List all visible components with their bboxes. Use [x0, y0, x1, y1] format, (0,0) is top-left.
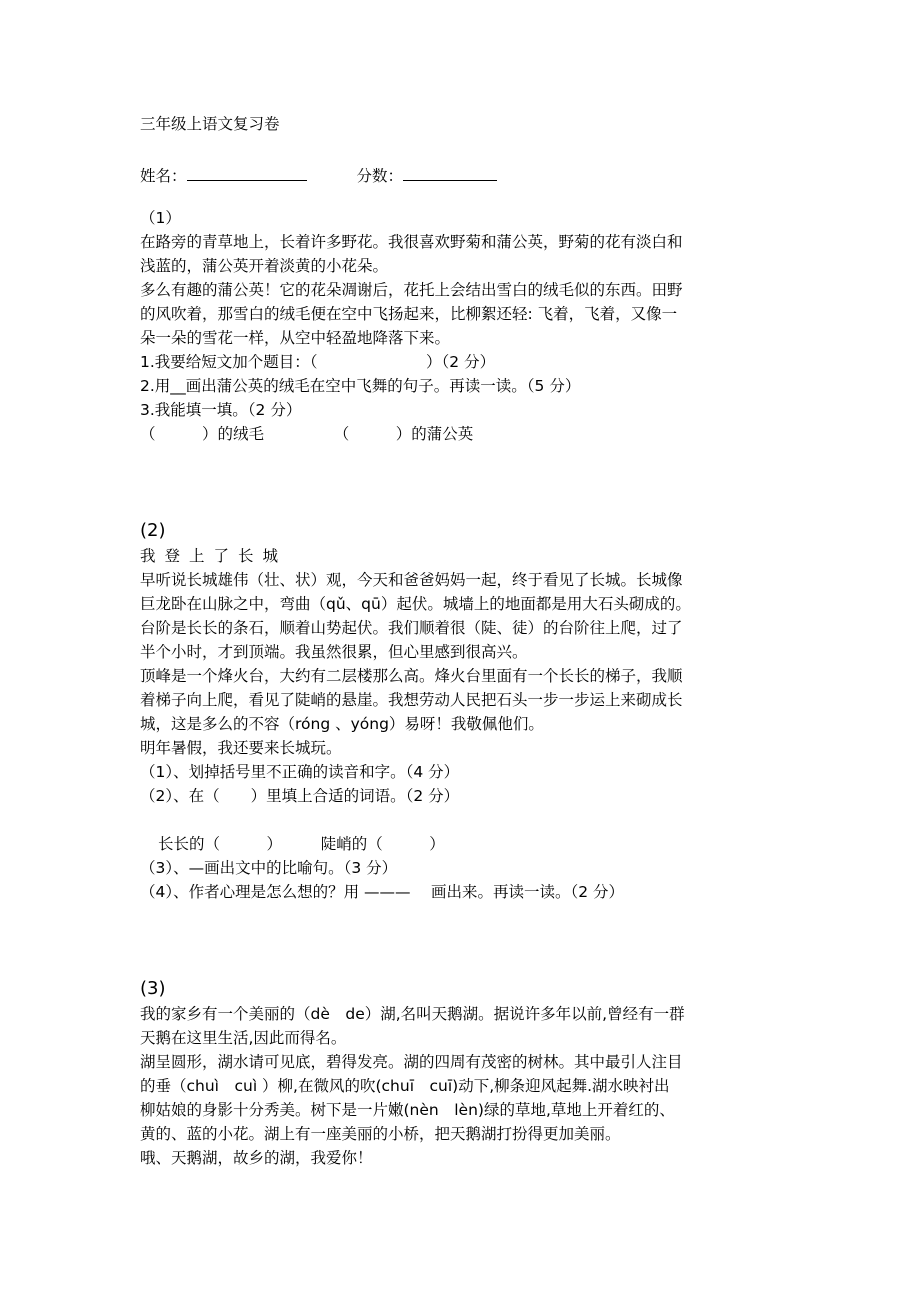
section-3 [140, 976, 790, 1170]
paragraph-line: 我的家乡有一个美丽的（dè de）湖,名叫天鹅湖。据说许多年以前,曾经有一群 [140, 1005, 685, 1023]
question-line: 2.用__画出蒲公英的绒毛在空中飞舞的句子。再读一读。（5 分） [140, 377, 581, 395]
paragraph-line: 天鹅在这里生活,因此而得名。 [140, 1029, 347, 1047]
paragraph-line: 明年暑假，我还要来长城玩。 [140, 739, 342, 757]
score-label: 分数： [356, 167, 404, 185]
question-line: （3）、—画出文中的比喻句。（3 分） [140, 859, 398, 877]
paragraph-line: 的垂（chuì cuì ）柳,在微风的吹(chuī cuī)动下,柳条迎风起舞.湖水映衬出 [140, 1077, 670, 1095]
name-score-row [140, 162, 790, 186]
paragraph-line: 城，这是多么的不容（róng 、yóng）易呀！我敬佩他们。 [140, 715, 544, 733]
paragraph-line: 黄的、蓝的小花。湖上有一座美丽的小桥，把天鹅湖打扮得更加美丽。 [140, 1125, 621, 1143]
section-2 [140, 518, 790, 904]
section-1 [140, 206, 790, 446]
paragraph-line: 半个小时，才到顶端。我虽然很累，但心里感到很高兴。 [140, 643, 528, 661]
paragraph-line: 顶峰是一个烽火台，大约有二层楼那么高。烽火台里面有一个长长的梯子，我顺 [140, 667, 683, 685]
question-line: （2）、在（ ）里填上合适的词语。（2 分） [140, 787, 460, 805]
paragraph-line: 巨龙卧在山脉之中，弯曲（qǔ、qū）起伏。城墙上的地面都是用大石头砌成的。 [140, 595, 691, 613]
paragraph-line: 多么有趣的蒲公英！它的花朵凋谢后，花托上会结出雪白的绒毛似的东西。田野 [140, 281, 683, 299]
name-blank[interactable] [187, 162, 307, 181]
name-label: 姓名： [140, 167, 187, 185]
paragraph-line: 柳姑娘的身影十分秀美。树下是一片嫩(nèn lèn)绿的草地,草地上开着红的、 [140, 1101, 675, 1119]
section-1-number: （1） [140, 209, 181, 227]
fill-blank-line: （ ）的绒毛 （ ）的蒲公英 [140, 425, 474, 443]
paragraph-line: 的风吹着，那雪白的绒毛便在空中飞扬起来，比柳絮还轻: 飞着，飞着，又像一 [140, 305, 678, 323]
fill-blank-line: 长长的（ ） 陡峭的（ ） [158, 835, 445, 853]
paragraph-line: 着梯子向上爬，看见了陡峭的悬崖。我想劳动人民把石头一步一步运上来砌成长 [140, 691, 683, 709]
section-2-title: 我登上了长城 [140, 547, 288, 565]
paragraph-line: 在路旁的青草地上，长着许多野花。我很喜欢野菊和蒲公英，野菊的花有淡白和 [140, 233, 683, 251]
section-3-number: (3) [140, 978, 166, 999]
question-line: （4）、作者心理是怎么想的？用 ——— 画出来。再读一读。（2 分） [140, 883, 625, 901]
paragraph-line: 哦、天鹅湖，故乡的湖，我爱你！ [140, 1149, 373, 1167]
question-line: 1.我要给短文加个题目：（ ）（2 分） [140, 353, 496, 371]
paragraph-line: 早听说长城雄伟（壮、状）观，今天和爸爸妈妈一起，终于看见了长城。长城像 [140, 571, 683, 589]
document-page [140, 112, 790, 1170]
paragraph-line: 浅蓝的，蒲公英开着淡黄的小花朵。 [140, 257, 389, 275]
paragraph-line: 朵一朵的雪花一样，从空中轻盈地降落下来。 [140, 329, 451, 347]
section-2-number: (2) [140, 520, 166, 541]
question-line: （1）、划掉括号里不正确的读音和字。（4 分） [140, 763, 460, 781]
score-blank[interactable] [403, 162, 497, 181]
paragraph-line: 湖呈圆形，湖水请可见底，碧得发亮。湖的四周有茂密的树林。其中最引人注目 [140, 1053, 683, 1071]
question-line: 3.我能填一填。（2 分） [140, 401, 302, 419]
document-title: 三年级上语文复习卷 [140, 115, 280, 133]
paragraph-line: 台阶是长长的条石，顺着山势起伏。我们顺着很（陡、徒）的台阶往上爬，过了 [140, 619, 683, 637]
